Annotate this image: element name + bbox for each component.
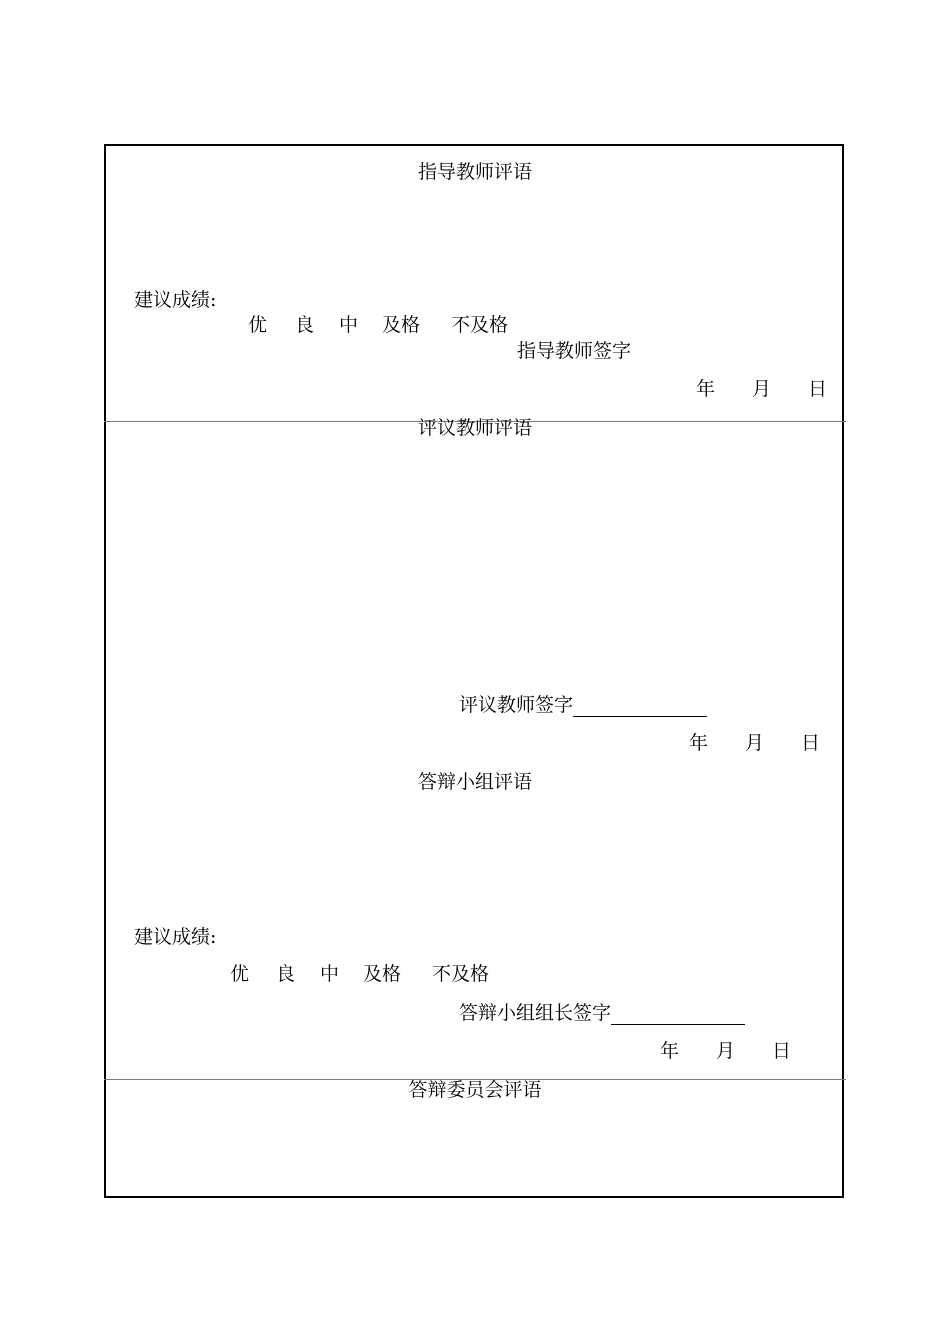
grade-option-medium[interactable]: 中: [339, 314, 359, 336]
reviewer-comment-heading: 评议教师评语: [417, 417, 532, 439]
reviewer-signature-label: 评议教师签字: [459, 694, 574, 716]
date-month-label: 月: [716, 1040, 736, 1062]
grade-option-excellent[interactable]: 优: [230, 963, 250, 985]
grade-option-pass[interactable]: 及格: [363, 963, 402, 985]
grade-option-fail[interactable]: 不及格: [451, 314, 509, 336]
grade-option-pass[interactable]: 及格: [382, 314, 421, 336]
reviewer-signature: [459, 693, 707, 717]
date-day-label: 日: [801, 732, 821, 754]
defense-group-signature-label: 答辩小组组长签字: [459, 1002, 612, 1024]
reviewer-comment-area[interactable]: [106, 444, 844, 684]
advisor-comment-heading: 指导教师评语: [417, 161, 532, 183]
defense-group-comment-heading: 答辩小组评语: [417, 771, 532, 793]
defense-group-signature: [459, 1001, 745, 1025]
grade-option-fail[interactable]: 不及格: [432, 963, 490, 985]
advisor-signature-label: 指导教师签字: [517, 340, 632, 362]
date-day-label: 日: [772, 1040, 792, 1062]
date-month-label: 月: [745, 732, 765, 754]
defense-group-comment-area[interactable]: [106, 798, 844, 918]
date-year-label: 年: [660, 1040, 680, 1062]
advisor-comment-area[interactable]: [106, 186, 844, 286]
date-day-label: 日: [808, 378, 828, 400]
date-year-label: 年: [696, 378, 716, 400]
defense-group-signature-line[interactable]: [611, 1004, 745, 1025]
grade-option-good[interactable]: 良: [295, 314, 315, 336]
grade-option-medium[interactable]: 中: [320, 963, 340, 985]
reviewer-signature-line[interactable]: [573, 696, 707, 717]
date-year-label: 年: [689, 732, 709, 754]
date-month-label: 月: [752, 378, 772, 400]
committee-comment-heading: 答辩委员会评语: [408, 1079, 542, 1101]
defense-group-grade-label: 建议成绩:: [134, 926, 217, 948]
committee-comment-area[interactable]: [106, 1104, 844, 1196]
grade-option-excellent[interactable]: 优: [248, 314, 268, 336]
grade-option-good[interactable]: 良: [276, 963, 296, 985]
advisor-grade-label: 建议成绩:: [134, 289, 217, 311]
